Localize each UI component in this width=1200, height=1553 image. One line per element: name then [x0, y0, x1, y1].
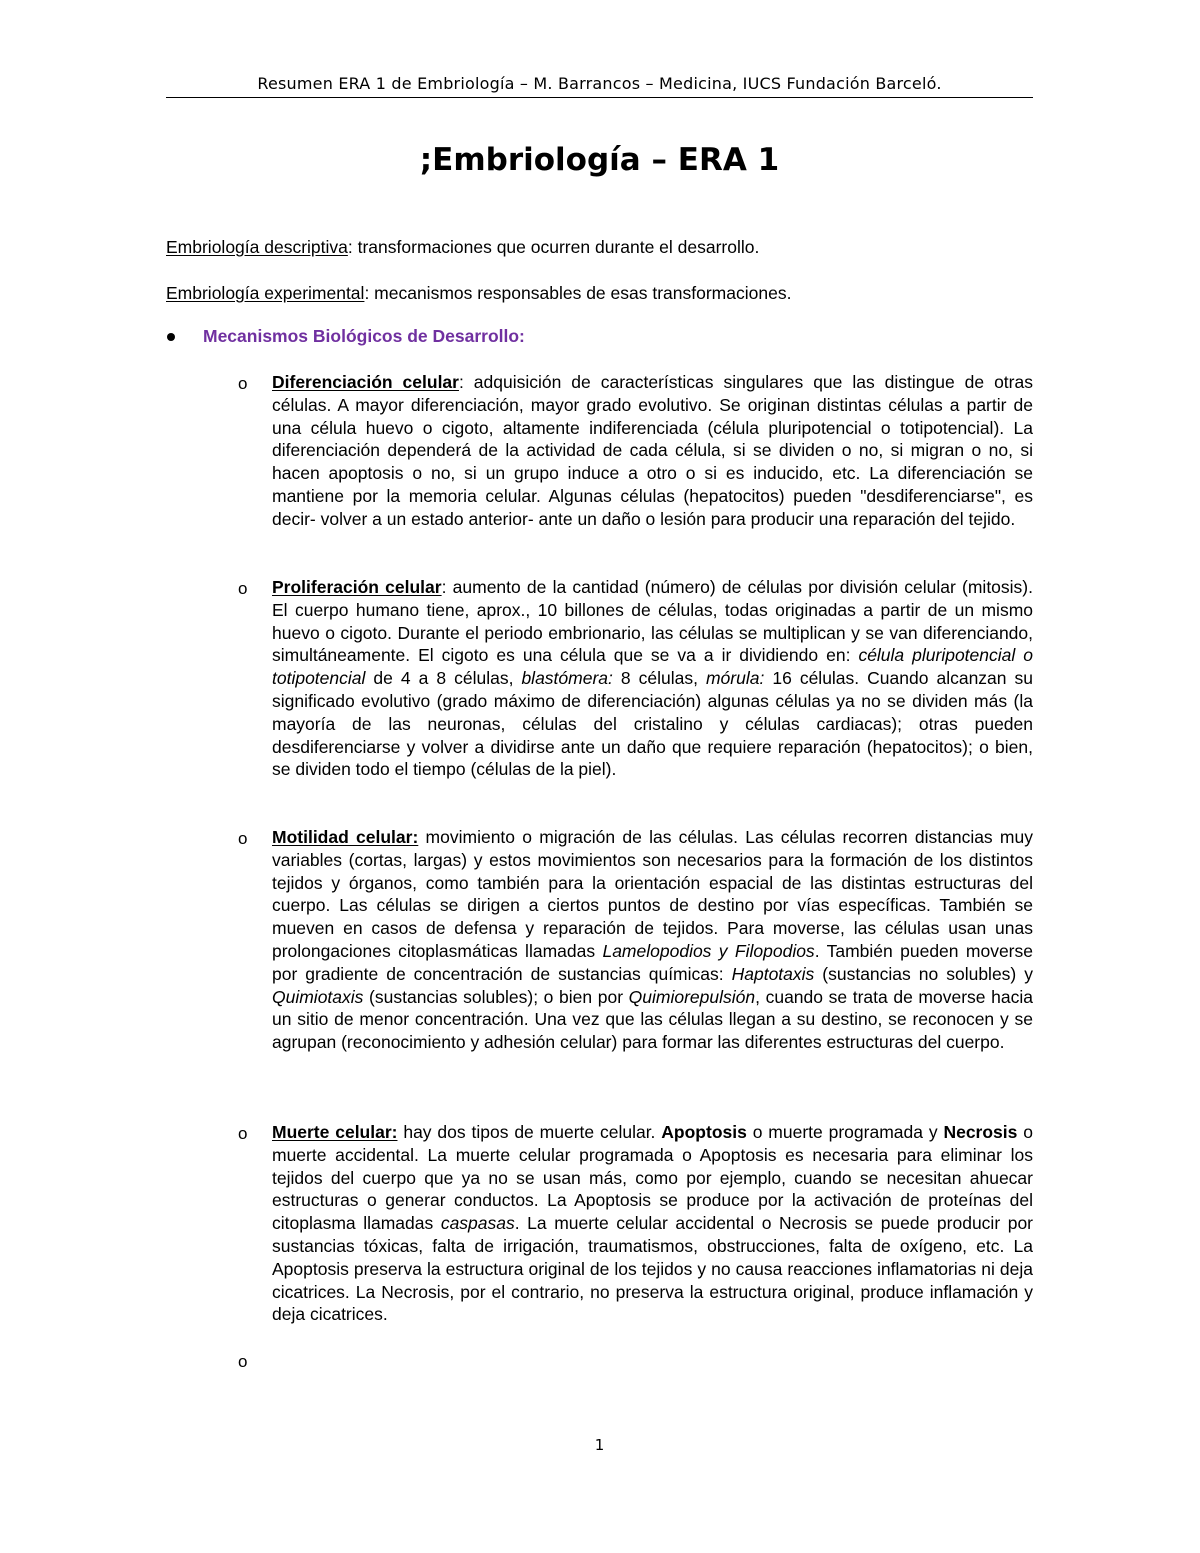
list-marker-empty: o [238, 1352, 248, 1371]
document-title: ;Embriología – ERA 1 [419, 142, 780, 178]
item-text-italic: mórula: [705, 668, 765, 689]
item-text: o muerte programada y [746, 1122, 944, 1142]
page-number: 1 [594, 1436, 605, 1454]
item-text-italic: Quimiotaxis [272, 986, 364, 1007]
item-text: de 4 a 8 células, [365, 668, 522, 689]
list-marker: o [238, 374, 248, 393]
bullet-icon [167, 333, 175, 341]
item-text: (sustancias no solubles) y [814, 963, 1033, 984]
item-text: (sustancias solubles); o bien por [363, 986, 629, 1007]
list-marker: o [238, 829, 248, 848]
item-text: 16 células. Cuando alcanzan su significado evolutivo (grado máximo de diferenciación) algunas células ya no se dividen más (la mayoría de las neuronas, células del cristalino y células cardiacas); otras pueden desdiferenciarse y volver a dividirse ante un daño que requiere reparación (hepatocitos); o bien, se dividen todo el tiempo (células de la piel). [272, 668, 1034, 780]
list-marker: o [238, 1124, 248, 1143]
item-text-bold: Necrosis [943, 1122, 1018, 1142]
definition-descriptive [166, 236, 1033, 259]
item-text: , cuando se trata de moverse hacia un sitio de menor concentración. Una vez que las células llegan a su destino, se reconocen y se agrupan (reconocimiento y adhesión celular) para formar las diferentes estructuras del cuerpo. [272, 986, 1033, 1053]
running-header: Resumen ERA 1 de Embriología – M. Barrancos – Medicina, IUCS Fundación Barceló. [257, 74, 942, 93]
item-term: Motilidad celular: [272, 827, 419, 847]
item-text-bold: Apoptosis [661, 1122, 747, 1142]
item-text-italic: caspasas [440, 1213, 515, 1234]
item-text: 8 células, [612, 668, 706, 689]
list-item-cell-death [272, 1121, 1033, 1326]
item-text: o muerte accidental. La muerte celular programada o Apoptosis es necesaria para eliminar los tejidos del cuerpo que ya no se usan más, como por ejemplo, cuando se necesitan ahuecar estructuras o generar conductos. La Apoptosis se produce por la activación de proteínas del citoplasma llamadas [272, 1122, 1033, 1234]
definition-text: : transformaciones que ocurren durante el desarrollo. [347, 237, 760, 257]
item-text-italic: blastómera: [521, 668, 613, 689]
item-term: Proliferación celular [272, 577, 442, 597]
item-text: hay dos tipos de muerte celular. [397, 1122, 662, 1142]
item-text: : adquisición de características singulares que las distingue de otras células. A mayor diferenciación, mayor grado evolutivo. Se originan distintas células a partir de una célula huevo o cigoto, altamente indiferenciada (célula pluripotencial o totipotencial). La diferenciación dependerá de la actividad de cada célula, si se dividen o no, si migran o no, si hacen apoptosis o no, si un grupo induce a otro o si es inducido, etc. La diferenciación se mantiene por la memoria celular. Algunas células (hepatocitos) pueden "desdiferenciarse", es decir- volver a un estado anterior- ante un daño o lesión para producir una reparación del tejido. [272, 372, 1033, 529]
list-item-proliferation [272, 576, 1033, 781]
item-text: . También pueden moverse por gradiente de concentración de sustancias químicas: [272, 940, 1033, 984]
header-rule [166, 97, 1033, 98]
item-text-italic: Haptotaxis [731, 963, 815, 984]
item-term: Diferenciación celular [272, 372, 459, 392]
list-item-motility [272, 826, 1033, 1054]
definition-experimental [166, 282, 1033, 305]
item-text: : aumento de la cantidad (número) de células por división celular (mitosis). El cuerpo humano tiene, aprox., 10 billones de células, todas originadas a partir de un mismo huevo o cigoto. Durante el periodo embrionario, las células se multiplican y se van diferenciando, simultáneamente. El cigoto es una célula que se va a ir dividiendo en: [272, 577, 1033, 666]
item-text-italic: célula pluripotencial o totipotencial [272, 645, 1033, 689]
item-text-italic: Quimiorepulsión [628, 986, 756, 1007]
definition-term: Embriología descriptiva [166, 237, 348, 257]
section-heading: Mecanismos Biológicos de Desarrollo: [203, 326, 525, 346]
item-text-italic: Lamelopodios y Filopodios [602, 940, 815, 961]
item-text: movimiento o migración de las células. Las células recorren distancias muy variables (cortas, largas) y estos movimientos son necesarios para la formación de los distintos tejidos y órganos, como también para la orientación espacial de las distintas estructuras del cuerpo. Las células se dirigen a ciertos puntos de destino por vías específicas. También se mueven en casos de defensa y reparación de tejidos. Para moverse, las células usan unas prolongaciones citoplasmáticas llamadas [272, 827, 1033, 961]
definition-term: Embriología experimental [166, 283, 365, 303]
list-marker: o [238, 579, 248, 598]
item-term: Muerte celular: [272, 1122, 398, 1142]
list-item-differentiation [272, 371, 1033, 531]
definition-text: : mecanismos responsables de esas transformaciones. [364, 283, 792, 303]
item-text: . La muerte celular accidental o Necrosis se puede producir por sustancias tóxicas, falta de irrigación, traumatismos, obstrucciones, falta de oxígeno, etc. La Apoptosis preserva la estructura original de los tejidos y no causa reacciones inflamatorias ni deja cicatrices. La Necrosis, por el contrario, no preserva la estructura original, produce inflamación y deja cicatrices. [272, 1213, 1033, 1325]
